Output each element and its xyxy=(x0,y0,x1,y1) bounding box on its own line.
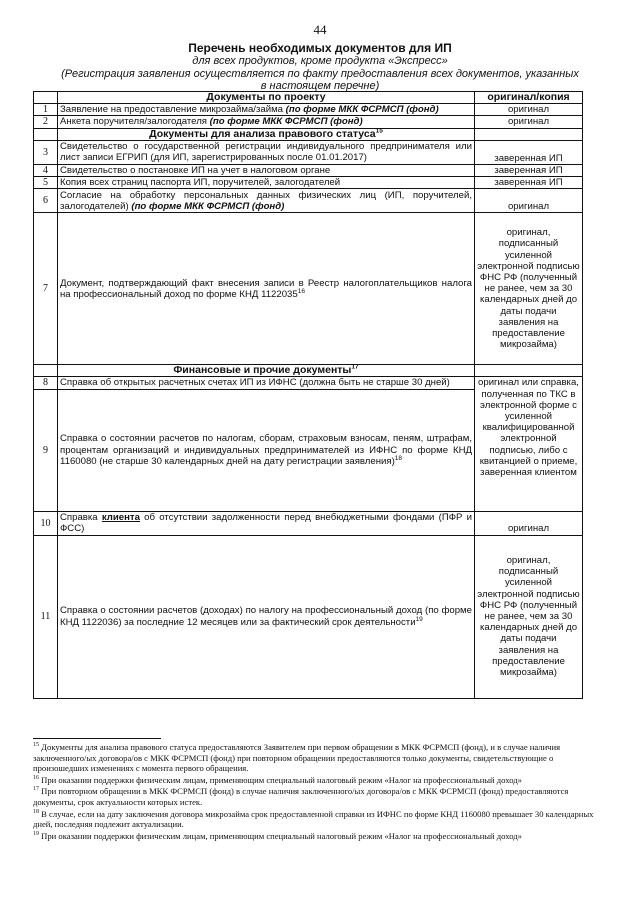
table-row xyxy=(34,104,583,116)
section-status-cell xyxy=(475,128,583,140)
section-label: Документы для анализа правового статуса xyxy=(149,127,376,140)
table-header-row xyxy=(34,92,583,104)
row-document: Справка об открытых расчетных счетах ИП из ИФНС (должна быть не старше 30 дней) xyxy=(58,377,475,389)
section-status-cell xyxy=(475,365,583,377)
section-row-finance xyxy=(34,365,583,377)
subtitle-line: в настоящем перечне) xyxy=(260,80,380,92)
row-status: оригинал xyxy=(475,511,583,535)
row-document: Копия всех страниц паспорта ИП, поручителей, залогодателей xyxy=(58,177,475,189)
row-underlined-word: клиента xyxy=(101,511,140,523)
row-number: 5 xyxy=(34,177,58,189)
row-text: Заявление на предоставление микрозайма/займа xyxy=(60,104,286,116)
row-text: Справка о состоянии расчетов (доходах) по налогу на профессиональный доход (по форме КНД 1122036) за последние 12 месяцев или за фактический срок деятельности xyxy=(60,605,472,628)
section-title-legal xyxy=(58,128,475,140)
row-document: Свидетельство о государственной регистрации индивидуального предпринимателя или лист записи ЕГРИП (для ИП, зарегистрированных после 01.01.2017) xyxy=(58,140,475,164)
footnote-text: В случае, если на дату заключения договора микрозайма срок предоставленной справки из ИФНС по форме КНД 1160080 превышает 30 календарных дней, последняя подлежит актуализации. xyxy=(33,808,594,830)
table-row xyxy=(34,177,583,189)
header-num-cell xyxy=(34,92,58,104)
row-number: 3 xyxy=(34,140,58,164)
row-document xyxy=(58,116,475,128)
table-row xyxy=(34,535,583,698)
row-form-note: (по форме МКК ФСРМСП (фонд) xyxy=(131,200,285,212)
row-status: заверенная ИП xyxy=(475,164,583,176)
row-text: Согласие на обработку персональных данных физических лиц (ИП, поручителей, залогодателей) xyxy=(60,189,472,212)
footnote-ref: 18 xyxy=(394,454,403,462)
table-row xyxy=(34,213,583,365)
footnote-ref: 16 xyxy=(297,287,305,295)
footnote xyxy=(33,831,603,842)
header-status: оригинал/копия xyxy=(475,92,583,104)
footnote xyxy=(33,809,603,830)
row-form-note: (по форме МКК ФСРМСП (фонд) xyxy=(209,116,363,128)
row-text: Справка xyxy=(60,511,102,523)
row-status: оригинал, подписанный усиленной электронной подписью ФНС РФ (полученный не ранее, чем за 30 календарных дней до даты подачи заявления на предоставление микрозайма) xyxy=(475,535,583,698)
table-row xyxy=(34,511,583,535)
subtitle-line: для всех продуктов, кроме продукта «Экспресс» xyxy=(192,55,448,67)
row-number: 11 xyxy=(34,535,58,698)
footnote xyxy=(33,742,603,774)
row-number: 10 xyxy=(34,511,58,535)
section-label: Финансовые и прочие документы xyxy=(173,364,352,377)
footnote-number: 17 xyxy=(33,786,39,793)
footnote-number: 15 xyxy=(33,742,39,749)
row-status: оригинал, подписанный усиленной электронной подписью ФНС РФ (полученный не ранее, чем за 30 календарных дней до даты подачи заявления на предоставление микрозайма) xyxy=(475,213,583,365)
row-document xyxy=(58,389,475,511)
row-status: оригинал или справка, полученная по ТКС в электронной форме с усиленной квалифицированной электронной подписью, либо с квитанцией о приеме, заверенная клиентом xyxy=(475,377,583,511)
footnote-text: При повторном обращении в МКК ФСРМСП (фонд) в случае наличия заключенного/ых договора/ов с МКК ФСРМСП (фонд) предоставляются документы, срок актуальности которых истек. xyxy=(33,786,569,807)
table-row xyxy=(34,189,583,213)
row-text: Документ, подтверждающий факт внесения записи в Реестр налогоплательщиков налога на профессиональный доход по форме КНД 1122035 xyxy=(60,277,472,300)
footnote-text: При оказании поддержки физическим лицам, применяющим специальный налоговый режим «Налог на профессиональный доход» xyxy=(41,774,522,785)
row-document xyxy=(58,213,475,365)
footnote-text: При оказании поддержки физическим лицам, применяющим специальный налоговый режим «Налог на профессиональный доход» xyxy=(41,830,522,841)
row-number: 6 xyxy=(34,189,58,213)
row-text: Анкета поручителя/залогодателя xyxy=(60,116,210,128)
row-document: Свидетельство о постановке ИП на учет в налоговом органе xyxy=(58,164,475,176)
row-number: 2 xyxy=(34,116,58,128)
row-number: 7 xyxy=(34,213,58,365)
row-form-note: (по форме МКК ФСРМСП (фонд) xyxy=(285,104,439,116)
row-status: оригинал xyxy=(475,116,583,128)
row-status: оригинал xyxy=(475,189,583,213)
footnote-ref: 17 xyxy=(351,363,359,371)
section-num-cell xyxy=(34,128,58,140)
row-document xyxy=(58,511,475,535)
footnote-text: Документы для анализа правового статуса предоставляются Заявителем при первом обращении в МКК ФСРМСП (фонд), и в случае наличия заключенного/ых договора/ов с МКК ФСРМСП (фонд) при повторном обращении предоставляются только документы, свидетельствующие о произошедших изменениях с момента первого обращения. xyxy=(33,742,561,774)
row-text: об отсутствии задолженности перед внебюджетными фондами (ПФР и ФСС) xyxy=(60,511,472,535)
row-number: 4 xyxy=(34,164,58,176)
footnote xyxy=(33,786,603,807)
document-subtitle xyxy=(60,55,580,93)
footnote-number: 16 xyxy=(33,774,39,781)
row-number: 9 xyxy=(34,389,58,511)
footnote xyxy=(33,775,603,786)
footnote-ref: 15 xyxy=(375,127,383,135)
table-row xyxy=(34,164,583,176)
footnote-divider xyxy=(33,738,161,739)
row-text: Справка о состоянии расчетов по налогам, сборам, страховым взносам, пеням, штрафам, процентам организаций и индивидуальных предпринимателей из ИФНС по форме КНД 1160080 (не старше 30 календарных дней на дату регистрации заявления) xyxy=(60,433,472,467)
page-number: 44 xyxy=(313,22,327,37)
table-row xyxy=(34,140,583,164)
footnote-ref: 19 xyxy=(415,615,423,623)
footnote-number: 19 xyxy=(33,830,39,837)
row-number: 1 xyxy=(34,104,58,116)
row-document xyxy=(58,535,475,698)
section-row-legal xyxy=(34,128,583,140)
footnotes xyxy=(33,742,603,842)
documents-table xyxy=(33,91,583,699)
row-document xyxy=(58,104,475,116)
section-title-finance xyxy=(58,365,475,377)
document-title: Перечень необходимых документов для ИП xyxy=(188,41,452,55)
header-documents: Документы по проекту xyxy=(58,92,475,104)
row-number: 8 xyxy=(34,377,58,389)
table-row xyxy=(34,116,583,128)
section-num-cell xyxy=(34,365,58,377)
table-row xyxy=(34,377,583,389)
subtitle-line: (Регистрация заявления осуществляется по факту предоставления всех документов, указанных xyxy=(61,67,579,80)
row-document xyxy=(58,189,475,213)
row-status: оригинал xyxy=(475,104,583,116)
footnote-number: 18 xyxy=(33,808,39,815)
row-status: заверенная ИП xyxy=(475,177,583,189)
row-status: заверенная ИП xyxy=(475,140,583,164)
